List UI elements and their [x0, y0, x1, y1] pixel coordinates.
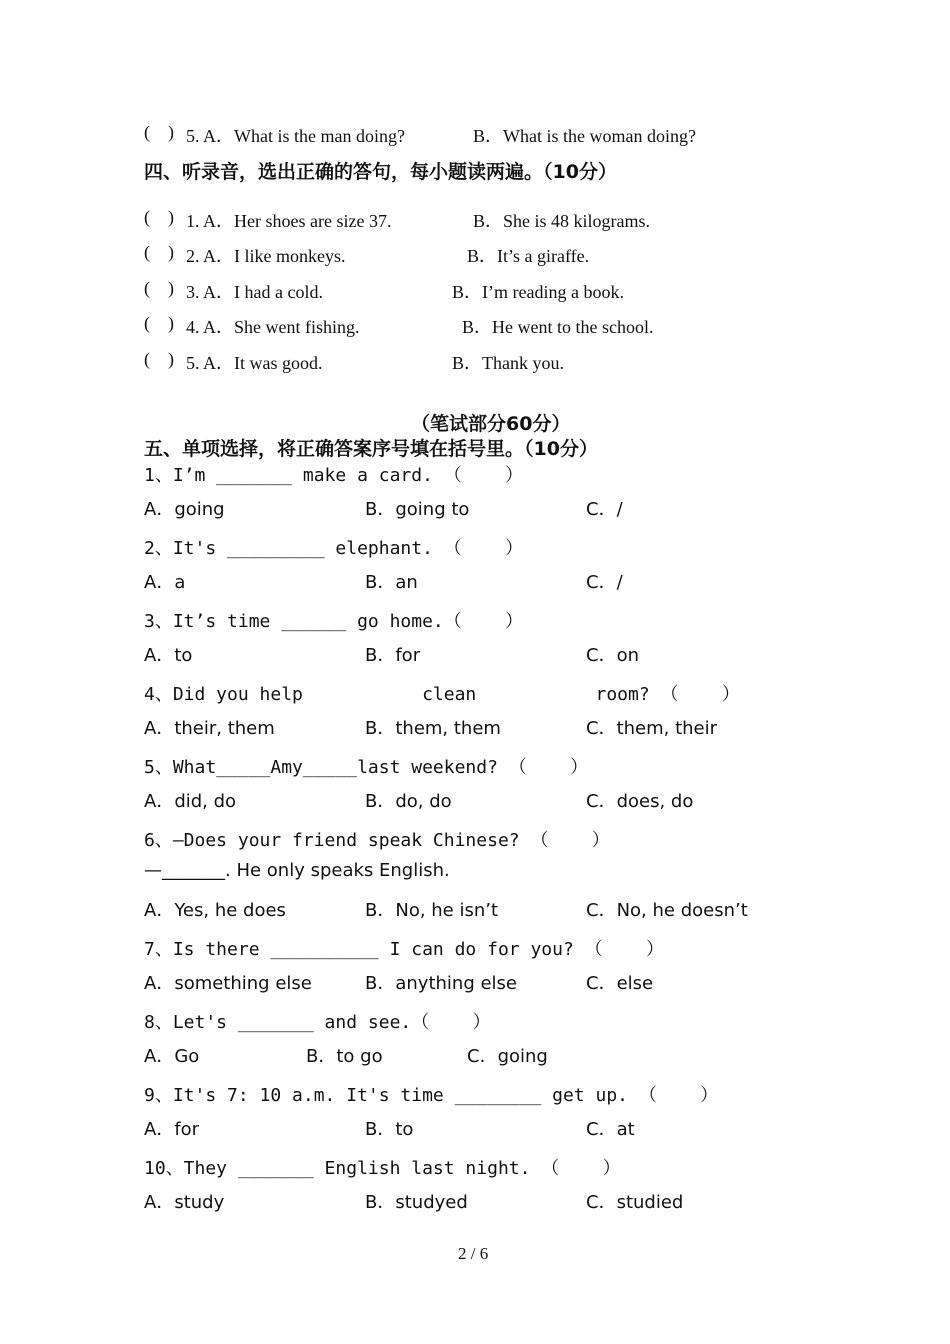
question-stem: 3、It’s time ______ go home.（ ） [144, 611, 524, 632]
question-stem: 4、Did you help clean room? （ ） [144, 684, 740, 705]
choice-b: B．going to [365, 499, 470, 520]
option-a: 4. A．She went fishing. [186, 317, 360, 337]
option-a: 5. A．It was good. [186, 353, 323, 373]
option-b: B．I’m reading a book. [452, 282, 624, 302]
choice-a: A．their, them [144, 718, 275, 739]
option-b: B．She is 48 kilograms. [473, 211, 651, 231]
written-part-title: （笔试部分60分） [411, 413, 571, 435]
question-paren[interactable]: ( ) [144, 242, 174, 262]
option-b: B．He went to the school. [462, 317, 654, 337]
question-paren[interactable]: ( ) [144, 122, 174, 142]
choice-a: A．did, do [144, 791, 237, 812]
option-b: B．Thank you. [452, 353, 564, 373]
choice-c: C．else [586, 973, 654, 994]
choice-c: C．/ [586, 572, 623, 593]
choice-b: B．to go [306, 1046, 383, 1067]
question-stem: 10、They _______ English last night. （ ） [144, 1158, 621, 1179]
choice-c: C．on [586, 645, 639, 666]
choice-c: C．studied [586, 1192, 684, 1213]
choice-b: B．for [365, 645, 421, 666]
choice-b: B．studyed [365, 1192, 468, 1213]
choice-b: B．anything else [365, 973, 517, 994]
choice-b: B．an [365, 572, 418, 593]
section-title: 五、单项选择，将正确答案序号填在括号里。（10分） [144, 438, 598, 460]
option-a: 3. A．I had a cold. [186, 282, 323, 302]
choice-a: A．going [144, 499, 225, 520]
page-number: 2 / 6 [458, 1244, 489, 1263]
option-a: 1. A．Her shoes are size 37. [186, 211, 392, 231]
question-stem: 8、Let's _______ and see.（ ） [144, 1012, 491, 1033]
choice-a: A．for [144, 1119, 200, 1140]
choice-b: B．to [365, 1119, 414, 1140]
question-stem: 9、It's 7: 10 a.m. It's time ________ get up. （ ） [144, 1085, 719, 1106]
choice-a: A．to [144, 645, 193, 666]
option-a: 5. A．What is the man doing? [186, 126, 405, 146]
question-stem: 6、—Does your friend speak Chinese? （ ） [144, 830, 610, 851]
option-a: 2. A．I like monkeys. [186, 246, 346, 266]
option-b: B．What is the woman doing? [473, 126, 696, 146]
choice-a: A．Go [144, 1046, 200, 1067]
choice-c: C．No, he doesn’t [586, 900, 748, 921]
choice-a: A．Yes, he does [144, 900, 286, 921]
choice-c: C．/ [586, 499, 623, 520]
choice-b: B．No, he isn’t [365, 900, 499, 921]
choice-c: C．at [586, 1119, 635, 1140]
question-stem: 5、What_____Amy_____last weekend? （ ） [144, 757, 589, 778]
choice-b: B．them, them [365, 718, 501, 739]
choice-a: A．study [144, 1192, 225, 1213]
question-stem: 7、Is there __________ I can do for you? （ ） [144, 939, 664, 960]
section-title: 四、听录音，选出正确的答句，每小题读两遍。（10分） [144, 161, 617, 183]
choice-c: C．them, their [586, 718, 718, 739]
question-paren[interactable]: ( ) [144, 349, 174, 369]
question-paren[interactable]: ( ) [144, 313, 174, 333]
question-stem: 1、I’m _______ make a card. （ ） [144, 465, 524, 486]
option-b: B．It’s a giraffe. [467, 246, 590, 266]
question-paren[interactable]: ( ) [144, 278, 174, 298]
question-stem: 2、It's _________ elephant. （ ） [144, 538, 524, 559]
choice-b: B．do, do [365, 791, 452, 812]
dialogue-reply: —_______. He only speaks English. [144, 860, 450, 881]
choice-a: A．something else [144, 973, 312, 994]
question-paren[interactable]: ( ) [144, 207, 174, 227]
choice-c: C．does, do [586, 791, 694, 812]
choice-c: C．going [467, 1046, 548, 1067]
choice-a: A．a [144, 572, 186, 593]
